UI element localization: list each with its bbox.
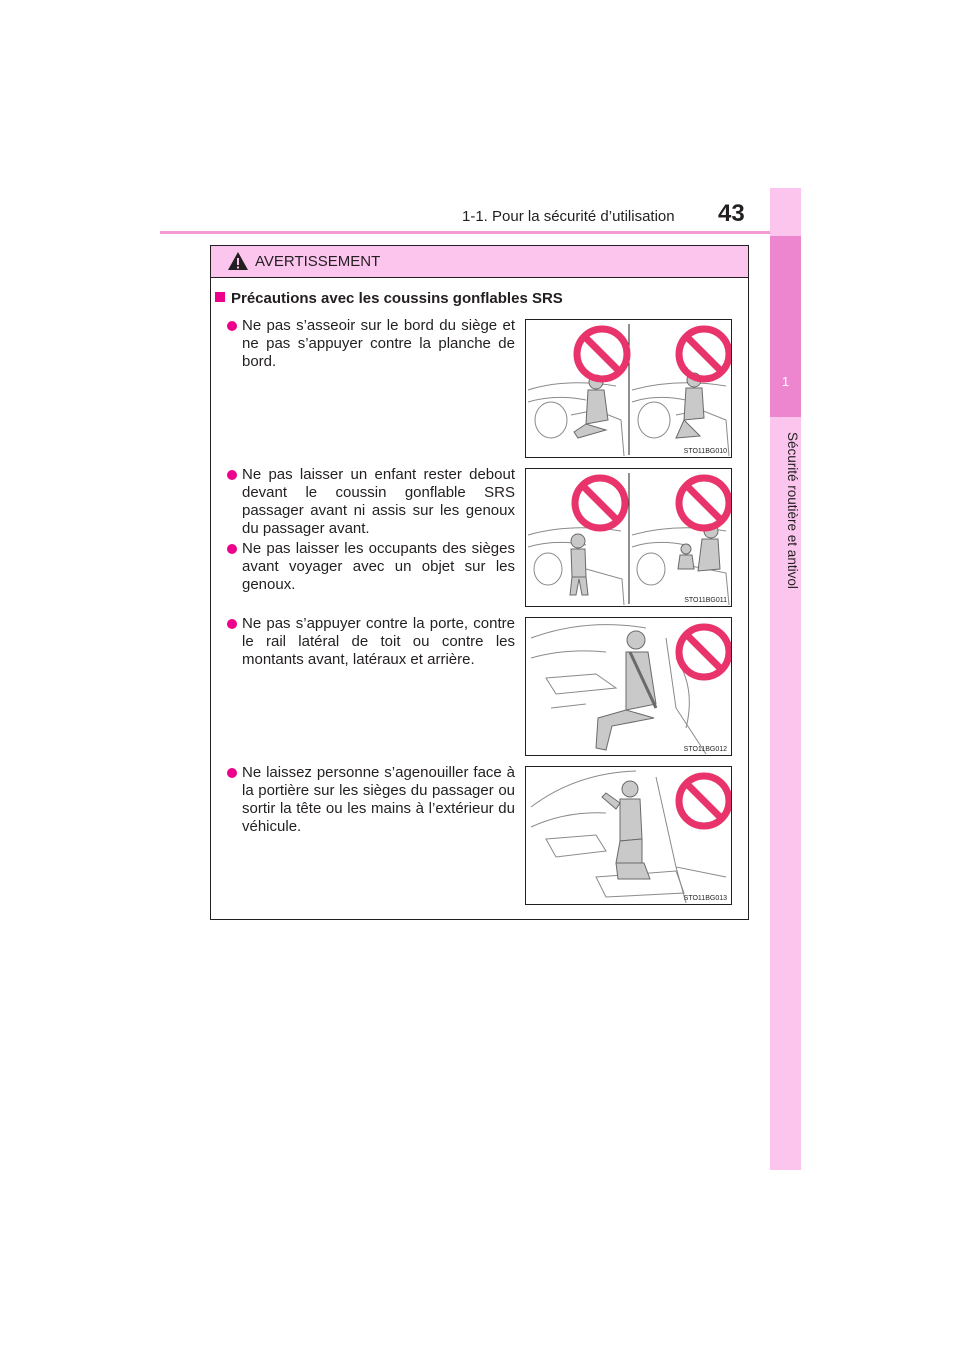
illustration-panel (525, 468, 732, 607)
illustration-drawing (526, 767, 731, 904)
bullet-text: Ne pas s’appuyer contre la porte, contre le rail latéral de toit ou contre les montants avant, latéraux et arrière. (242, 615, 515, 668)
prohibition-icon (575, 478, 625, 528)
chapter-title: Sécurité routière et antivol (785, 432, 800, 589)
illustration-panel (525, 617, 732, 756)
warning-box (210, 245, 749, 920)
bullet-item (227, 764, 515, 836)
bullet-item (227, 615, 515, 669)
bullet-dot-icon (227, 544, 237, 554)
header-rule (160, 231, 800, 234)
illustration-drawing (526, 469, 731, 606)
warning-label: AVERTISSEMENT (255, 253, 381, 270)
illustration-code: STO11BG012 (683, 746, 727, 753)
prohibition-icon (679, 478, 729, 528)
section-heading-text: Précautions avec les coussins gonflables SRS (231, 290, 563, 307)
section-title: 1-1. Pour la sécurité d’utilisation (462, 208, 675, 225)
bullet-text: Ne pas laisser les occupants des sièges avant voyager avec un objet sur les genoux. (242, 540, 515, 593)
illustration-drawing (526, 618, 731, 755)
prohibition-icon (577, 329, 627, 379)
warning-triangle-icon (227, 251, 249, 271)
bullet-item (227, 317, 515, 371)
illustration-code: STO11BG013 (683, 895, 727, 902)
bullet-dot-icon (227, 619, 237, 629)
prohibition-icon (679, 329, 729, 379)
warning-header (211, 246, 748, 278)
section-heading (215, 290, 563, 307)
bullet-text: Ne laissez personne s’agenouiller face à la portière sur les sièges du passager ou sortir la tête ou les mains à l’extérieur du véhicule. (242, 764, 515, 835)
illustration-panel (525, 319, 732, 458)
illustration-drawing (526, 320, 731, 457)
square-bullet-icon (215, 292, 225, 302)
chapter-number: 1 (781, 374, 790, 389)
bullet-item (227, 466, 515, 538)
bullet-dot-icon (227, 768, 237, 778)
page-number: 43 (718, 200, 745, 227)
illustration-code: STO11BG010 (683, 448, 727, 455)
prohibition-icon (679, 627, 729, 677)
bullet-text: Ne pas s’asseoir sur le bord du siège et ne pas s’appuyer contre la planche de bord. (242, 317, 515, 370)
bullet-item (227, 540, 515, 594)
illustration-code: STO11BG011 (684, 597, 727, 604)
bullet-dot-icon (227, 321, 237, 331)
prohibition-icon (679, 776, 729, 826)
illustration-panel (525, 766, 732, 905)
chapter-tab-marker (770, 236, 801, 417)
bullet-dot-icon (227, 470, 237, 480)
bullet-text: Ne pas laisser un enfant rester debout devant le coussin gonflable SRS passager avant ni assis sur les genoux du passager avant. (242, 466, 515, 537)
